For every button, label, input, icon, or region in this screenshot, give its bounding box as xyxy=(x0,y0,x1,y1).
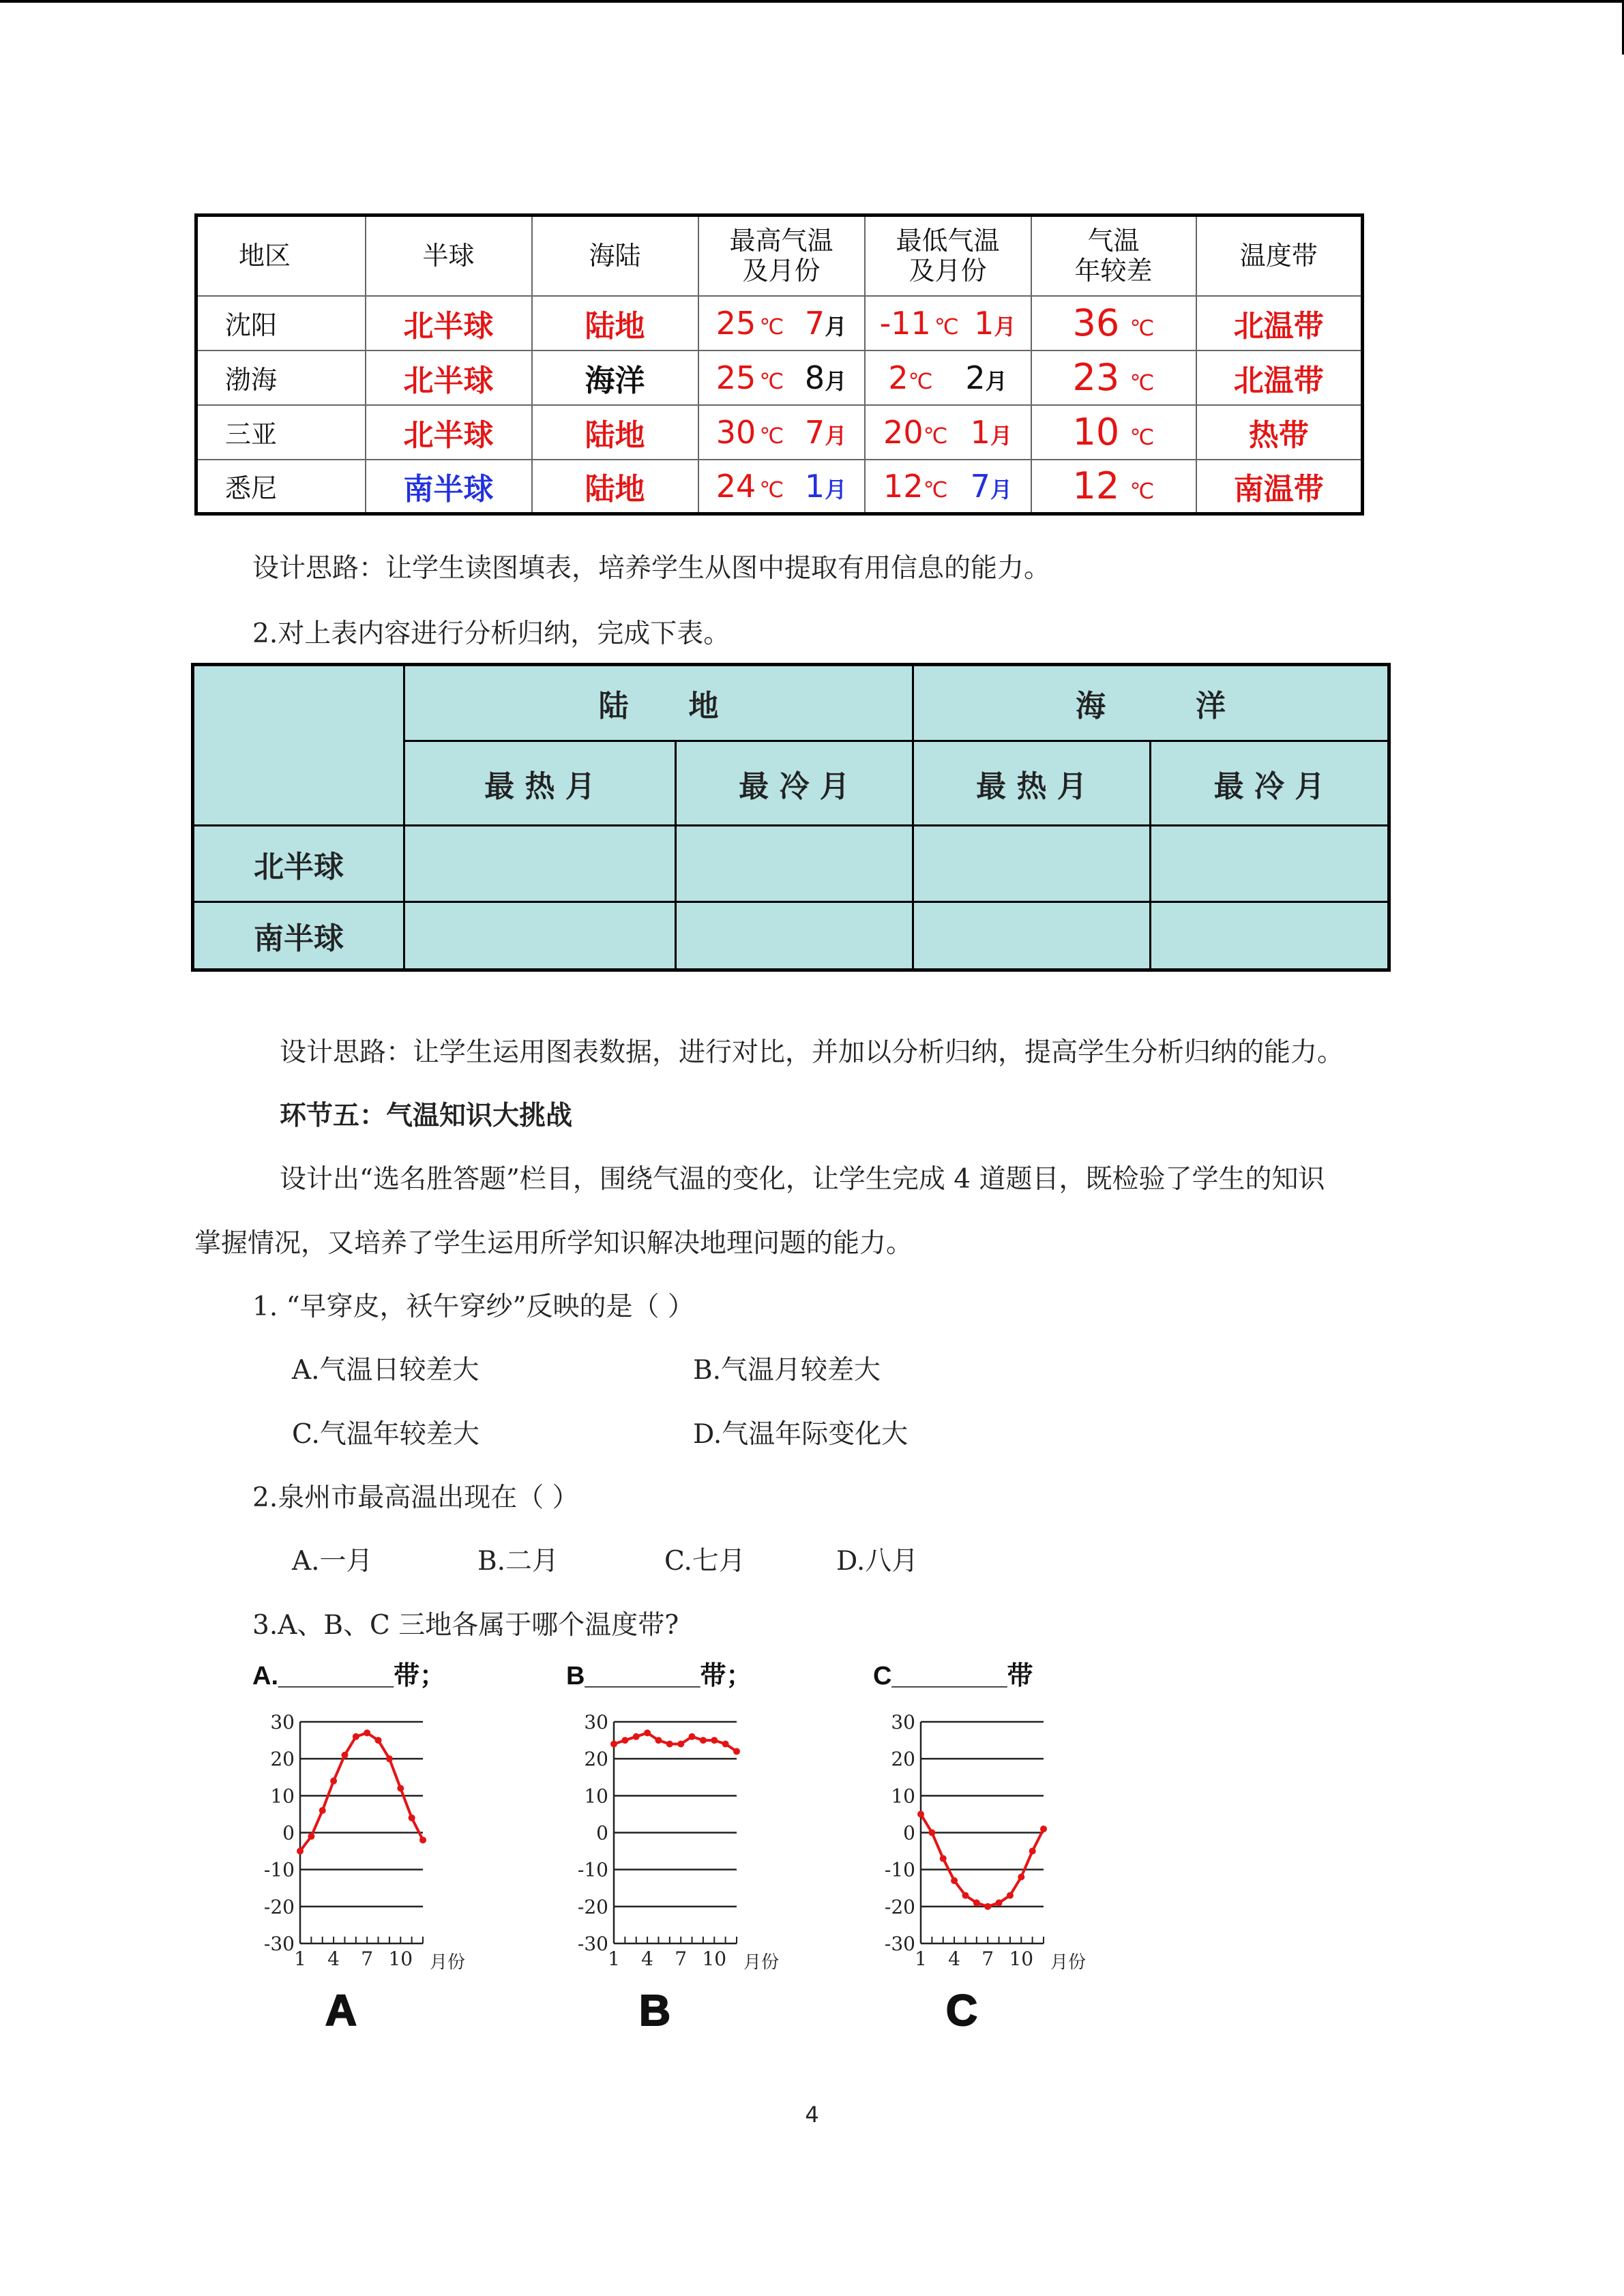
y-tick-label: 20 xyxy=(891,1748,915,1771)
hemisphere-cell: 南半球 xyxy=(366,460,532,514)
row-label-south: 南半球 xyxy=(193,902,404,970)
data-point xyxy=(666,1741,673,1748)
chart-title: A.________带； xyxy=(252,1662,446,1690)
section-intro-line1: 设计出“选名胜答题”栏目，围绕气温的变化，让学生完成 4 道题目，既检验了学生的知识 xyxy=(280,1164,1325,1195)
data-point xyxy=(973,1899,980,1906)
min-month-value: 7 xyxy=(970,467,990,505)
min-month-value: 2 xyxy=(965,359,986,396)
header-min-temp: 最低气温 及月份 xyxy=(865,215,1031,296)
option-2c[interactable]: C.七月 xyxy=(664,1546,745,1577)
min-temp-value: -11 xyxy=(879,304,931,342)
answer-cell[interactable] xyxy=(404,826,676,902)
max-temp-value: 25 xyxy=(715,304,756,342)
y-tick-label: -30 xyxy=(263,1933,295,1955)
unit-month: 月 xyxy=(985,368,1007,394)
annual-range-cell xyxy=(1031,405,1196,460)
y-tick-label: 0 xyxy=(282,1821,295,1845)
temp-zone-cell: 热带 xyxy=(1196,405,1363,460)
y-tick-label: 30 xyxy=(270,1711,295,1733)
temp-zone-cell: 北温带 xyxy=(1196,296,1363,351)
unit-month: 月 xyxy=(990,422,1012,449)
chart-a-svg xyxy=(246,1657,498,2039)
table-row xyxy=(196,296,1363,351)
table-row xyxy=(193,826,1389,902)
x-tick-label: 1 xyxy=(608,1948,620,1970)
answer-cell[interactable] xyxy=(1151,902,1389,970)
max-month-value: 7 xyxy=(804,413,825,451)
data-point xyxy=(375,1737,382,1744)
land-sea-cell: 陆地 xyxy=(532,405,698,460)
table-row xyxy=(193,902,1389,970)
chart-letter-label: C xyxy=(945,1986,978,2035)
unit-celsius: ℃ xyxy=(923,476,948,503)
data-point xyxy=(917,1810,924,1817)
data-point xyxy=(409,1815,415,1821)
x-tick-label: 4 xyxy=(948,1948,961,1970)
data-point xyxy=(308,1833,314,1840)
x-axis-label: 月份 xyxy=(1050,1952,1087,1973)
y-tick-label: -20 xyxy=(263,1895,295,1918)
min-month-value: 1 xyxy=(974,304,994,342)
data-point xyxy=(733,1748,740,1755)
header-region: 地区 xyxy=(196,215,366,296)
unit-month: 月 xyxy=(994,313,1016,340)
header-ocean-coldest: 最 冷 月 xyxy=(1151,741,1389,826)
max-month-value: 7 xyxy=(804,304,825,342)
table-row xyxy=(196,405,1363,460)
x-tick-label: 10 xyxy=(388,1948,413,1970)
x-tick-label: 7 xyxy=(981,1948,994,1970)
data-point xyxy=(996,1899,1003,1906)
data-point xyxy=(940,1855,947,1862)
option-1c[interactable]: C.气温年较差大 xyxy=(292,1419,479,1450)
x-tick-label: 10 xyxy=(702,1948,727,1970)
data-point xyxy=(962,1892,969,1899)
data-point xyxy=(677,1741,684,1748)
unit-celsius: ℃ xyxy=(759,368,784,394)
answer-cell[interactable] xyxy=(1151,826,1389,902)
y-tick-label: -30 xyxy=(577,1933,608,1955)
answer-cell[interactable] xyxy=(676,902,913,970)
unit-celsius: ℃ xyxy=(1130,478,1155,505)
data-point xyxy=(419,1836,426,1843)
question-3: 3.A、B、C 三地各属于哪个温度带? xyxy=(252,1610,679,1641)
y-tick-label: 0 xyxy=(903,1821,915,1845)
data-point xyxy=(364,1729,370,1736)
climate-chart-b xyxy=(559,1657,832,2039)
data-point xyxy=(1007,1892,1014,1899)
unit-celsius: ℃ xyxy=(1130,370,1155,396)
chart-b-svg xyxy=(559,1657,832,2039)
x-tick-label: 7 xyxy=(361,1948,374,1970)
header-max-temp: 最高气温 及月份 xyxy=(698,215,865,296)
answer-cell[interactable] xyxy=(676,826,913,902)
land-sea-cell: 陆地 xyxy=(532,460,698,514)
max-temp-cell xyxy=(698,296,865,351)
header-ocean-hottest: 最 热 月 xyxy=(913,741,1151,826)
max-temp-value: 24 xyxy=(715,467,756,505)
annual-range-cell xyxy=(1031,460,1196,514)
chart-letter-label: B xyxy=(638,1986,671,2035)
header-hemisphere: 半球 xyxy=(366,215,532,296)
data-point xyxy=(700,1737,707,1744)
x-axis-label: 月份 xyxy=(430,1952,466,1973)
min-temp-cell xyxy=(865,296,1031,351)
temp-zone-cell: 南温带 xyxy=(1196,460,1363,514)
climate-chart-c xyxy=(866,1657,1153,2039)
unit-celsius: ℃ xyxy=(923,422,948,449)
unit-celsius: ℃ xyxy=(1130,315,1155,341)
unit-celsius: ℃ xyxy=(908,368,933,394)
min-temp-value: 12 xyxy=(883,467,924,505)
data-point xyxy=(1029,1848,1036,1855)
min-month-value: 1 xyxy=(970,413,990,451)
land-sea-cell: 陆地 xyxy=(532,296,698,351)
data-point xyxy=(633,1733,640,1740)
data-point xyxy=(330,1778,337,1785)
unit-month: 月 xyxy=(825,476,847,503)
x-axis-label: 月份 xyxy=(743,1952,780,1973)
top-border xyxy=(0,0,1624,3)
min-temp-cell xyxy=(865,460,1031,514)
temperature-data-table xyxy=(194,213,1364,516)
y-tick-label: -10 xyxy=(577,1858,608,1881)
header-land-coldest: 最 冷 月 xyxy=(676,741,913,826)
row-label-north: 北半球 xyxy=(193,826,404,902)
answer-cell[interactable] xyxy=(913,902,1151,970)
max-temp-value: 25 xyxy=(715,359,756,396)
y-tick-label: -20 xyxy=(577,1895,608,1918)
option-2d[interactable]: D.八月 xyxy=(836,1546,919,1577)
y-tick-label: 30 xyxy=(584,1711,608,1733)
answer-cell[interactable] xyxy=(913,826,1151,902)
unit-month: 月 xyxy=(825,368,847,394)
option-1d[interactable]: D.气温年际变化大 xyxy=(693,1419,909,1450)
hemisphere-cell: 北半球 xyxy=(366,296,532,351)
y-tick-label: -20 xyxy=(884,1895,915,1918)
option-2b[interactable]: B.二月 xyxy=(477,1546,559,1577)
data-point xyxy=(689,1733,696,1740)
region-cell: 渤海 xyxy=(196,351,366,405)
data-point xyxy=(1040,1825,1047,1832)
page-number: 4 xyxy=(805,2102,819,2128)
option-2a[interactable]: A.一月 xyxy=(292,1546,373,1577)
x-tick-label: 7 xyxy=(675,1948,688,1970)
chart-title: C________带 xyxy=(873,1662,1033,1690)
chart-c-svg xyxy=(866,1657,1153,2039)
data-point xyxy=(951,1877,958,1884)
data-point xyxy=(397,1785,404,1792)
table-row xyxy=(196,351,1363,405)
min-temp-value: 20 xyxy=(883,413,924,451)
table-row xyxy=(196,460,1363,514)
data-point xyxy=(319,1807,326,1814)
climate-chart-a xyxy=(246,1657,498,2039)
data-point xyxy=(297,1848,304,1855)
unit-celsius: ℃ xyxy=(934,313,959,340)
data-point xyxy=(341,1752,348,1759)
section-title: 环节五：气温知识大挑战 xyxy=(280,1101,573,1131)
region-cell: 悉尼 xyxy=(196,460,366,514)
hemisphere-cell: 北半球 xyxy=(366,405,532,460)
instruction-2: 2.对上表内容进行分析归纳，完成下表。 xyxy=(252,618,730,649)
section-intro-line2: 掌握情况，又培养了学生运用所学知识解决地理问题的能力。 xyxy=(194,1228,913,1259)
chart-title: B________带； xyxy=(566,1662,752,1690)
data-point xyxy=(655,1737,662,1744)
min-temp-value: 2 xyxy=(888,359,909,396)
x-tick-label: 4 xyxy=(327,1948,340,1970)
data-point xyxy=(610,1741,617,1748)
chart-letter-label: A xyxy=(325,1986,357,2035)
unit-month: 月 xyxy=(990,476,1012,503)
design-note-1: 设计思路：让学生读图填表，培养学生从图中提取有用信息的能力。 xyxy=(252,553,1051,584)
unit-celsius: ℃ xyxy=(759,313,784,340)
data-point xyxy=(928,1830,935,1836)
data-point xyxy=(644,1729,651,1736)
unit-month: 月 xyxy=(825,422,847,449)
header-land: 陆 地 xyxy=(404,665,913,741)
max-temp-cell xyxy=(698,460,865,514)
x-tick-label: 10 xyxy=(1009,1948,1034,1970)
option-1a[interactable]: A.气温日较差大 xyxy=(292,1355,479,1386)
header-land-sea: 海陆 xyxy=(532,215,698,296)
table-row xyxy=(193,665,1389,741)
data-point xyxy=(621,1737,628,1744)
range-value: 23 xyxy=(1072,356,1120,399)
y-tick-label: 20 xyxy=(584,1748,608,1771)
x-tick-label: 1 xyxy=(294,1948,306,1970)
option-1b[interactable]: B.气温月较差大 xyxy=(693,1355,881,1386)
temperature-line xyxy=(921,1814,1044,1906)
region-cell: 三亚 xyxy=(196,405,366,460)
data-point xyxy=(984,1903,991,1910)
y-tick-label: -10 xyxy=(884,1858,915,1881)
y-tick-label: 10 xyxy=(584,1785,608,1808)
annual-range-cell xyxy=(1031,296,1196,351)
corner-cell xyxy=(193,665,404,826)
answer-cell[interactable] xyxy=(404,902,676,970)
design-note-2: 设计思路：让学生运用图表数据，进行对比，并加以分析归纳，提高学生分析归纳的能力。 xyxy=(280,1037,1344,1068)
header-annual-range: 气温 年较差 xyxy=(1031,215,1196,296)
range-value: 10 xyxy=(1072,411,1120,453)
max-month-value: 8 xyxy=(804,359,825,396)
header-land-hottest: 最 热 月 xyxy=(404,741,676,826)
data-point xyxy=(353,1733,359,1740)
data-point xyxy=(386,1755,393,1762)
header-ocean: 海 洋 xyxy=(913,665,1389,741)
question-1: 1. “早穿皮，袄午穿纱”反映的是（ ） xyxy=(252,1292,694,1322)
max-temp-value: 30 xyxy=(715,413,756,451)
header-temp-zone: 温度带 xyxy=(1196,215,1363,296)
max-temp-cell xyxy=(698,405,865,460)
land-sea-cell: 海洋 xyxy=(532,351,698,405)
min-temp-cell xyxy=(865,405,1031,460)
unit-celsius: ℃ xyxy=(759,422,784,449)
y-tick-label: -10 xyxy=(263,1858,295,1881)
table-header-row xyxy=(196,215,1363,296)
range-value: 12 xyxy=(1072,464,1120,508)
y-tick-label: 0 xyxy=(596,1821,608,1845)
x-tick-label: 4 xyxy=(641,1948,654,1970)
x-tick-label: 1 xyxy=(915,1948,927,1970)
min-temp-cell xyxy=(865,351,1031,405)
region-cell: 沈阳 xyxy=(196,296,366,351)
max-month-value: 1 xyxy=(804,467,825,505)
unit-celsius: ℃ xyxy=(759,476,784,503)
temperature-line xyxy=(614,1733,737,1751)
question-2: 2.泉州市最高温出现在（ ） xyxy=(252,1482,579,1513)
temp-zone-cell: 北温带 xyxy=(1196,351,1363,405)
unit-month: 月 xyxy=(825,313,847,340)
y-tick-label: 10 xyxy=(891,1785,915,1808)
data-point xyxy=(1018,1874,1024,1881)
y-tick-label: 10 xyxy=(270,1785,295,1808)
summary-table xyxy=(191,663,1391,972)
range-value: 36 xyxy=(1072,301,1120,344)
y-tick-label: 20 xyxy=(270,1748,295,1771)
hemisphere-cell: 北半球 xyxy=(366,351,532,405)
unit-celsius: ℃ xyxy=(1130,424,1155,450)
max-temp-cell xyxy=(698,351,865,405)
annual-range-cell xyxy=(1031,351,1196,405)
data-point xyxy=(722,1741,729,1748)
data-point xyxy=(711,1737,718,1744)
y-tick-label: 30 xyxy=(891,1711,915,1733)
y-tick-label: -30 xyxy=(884,1933,915,1955)
